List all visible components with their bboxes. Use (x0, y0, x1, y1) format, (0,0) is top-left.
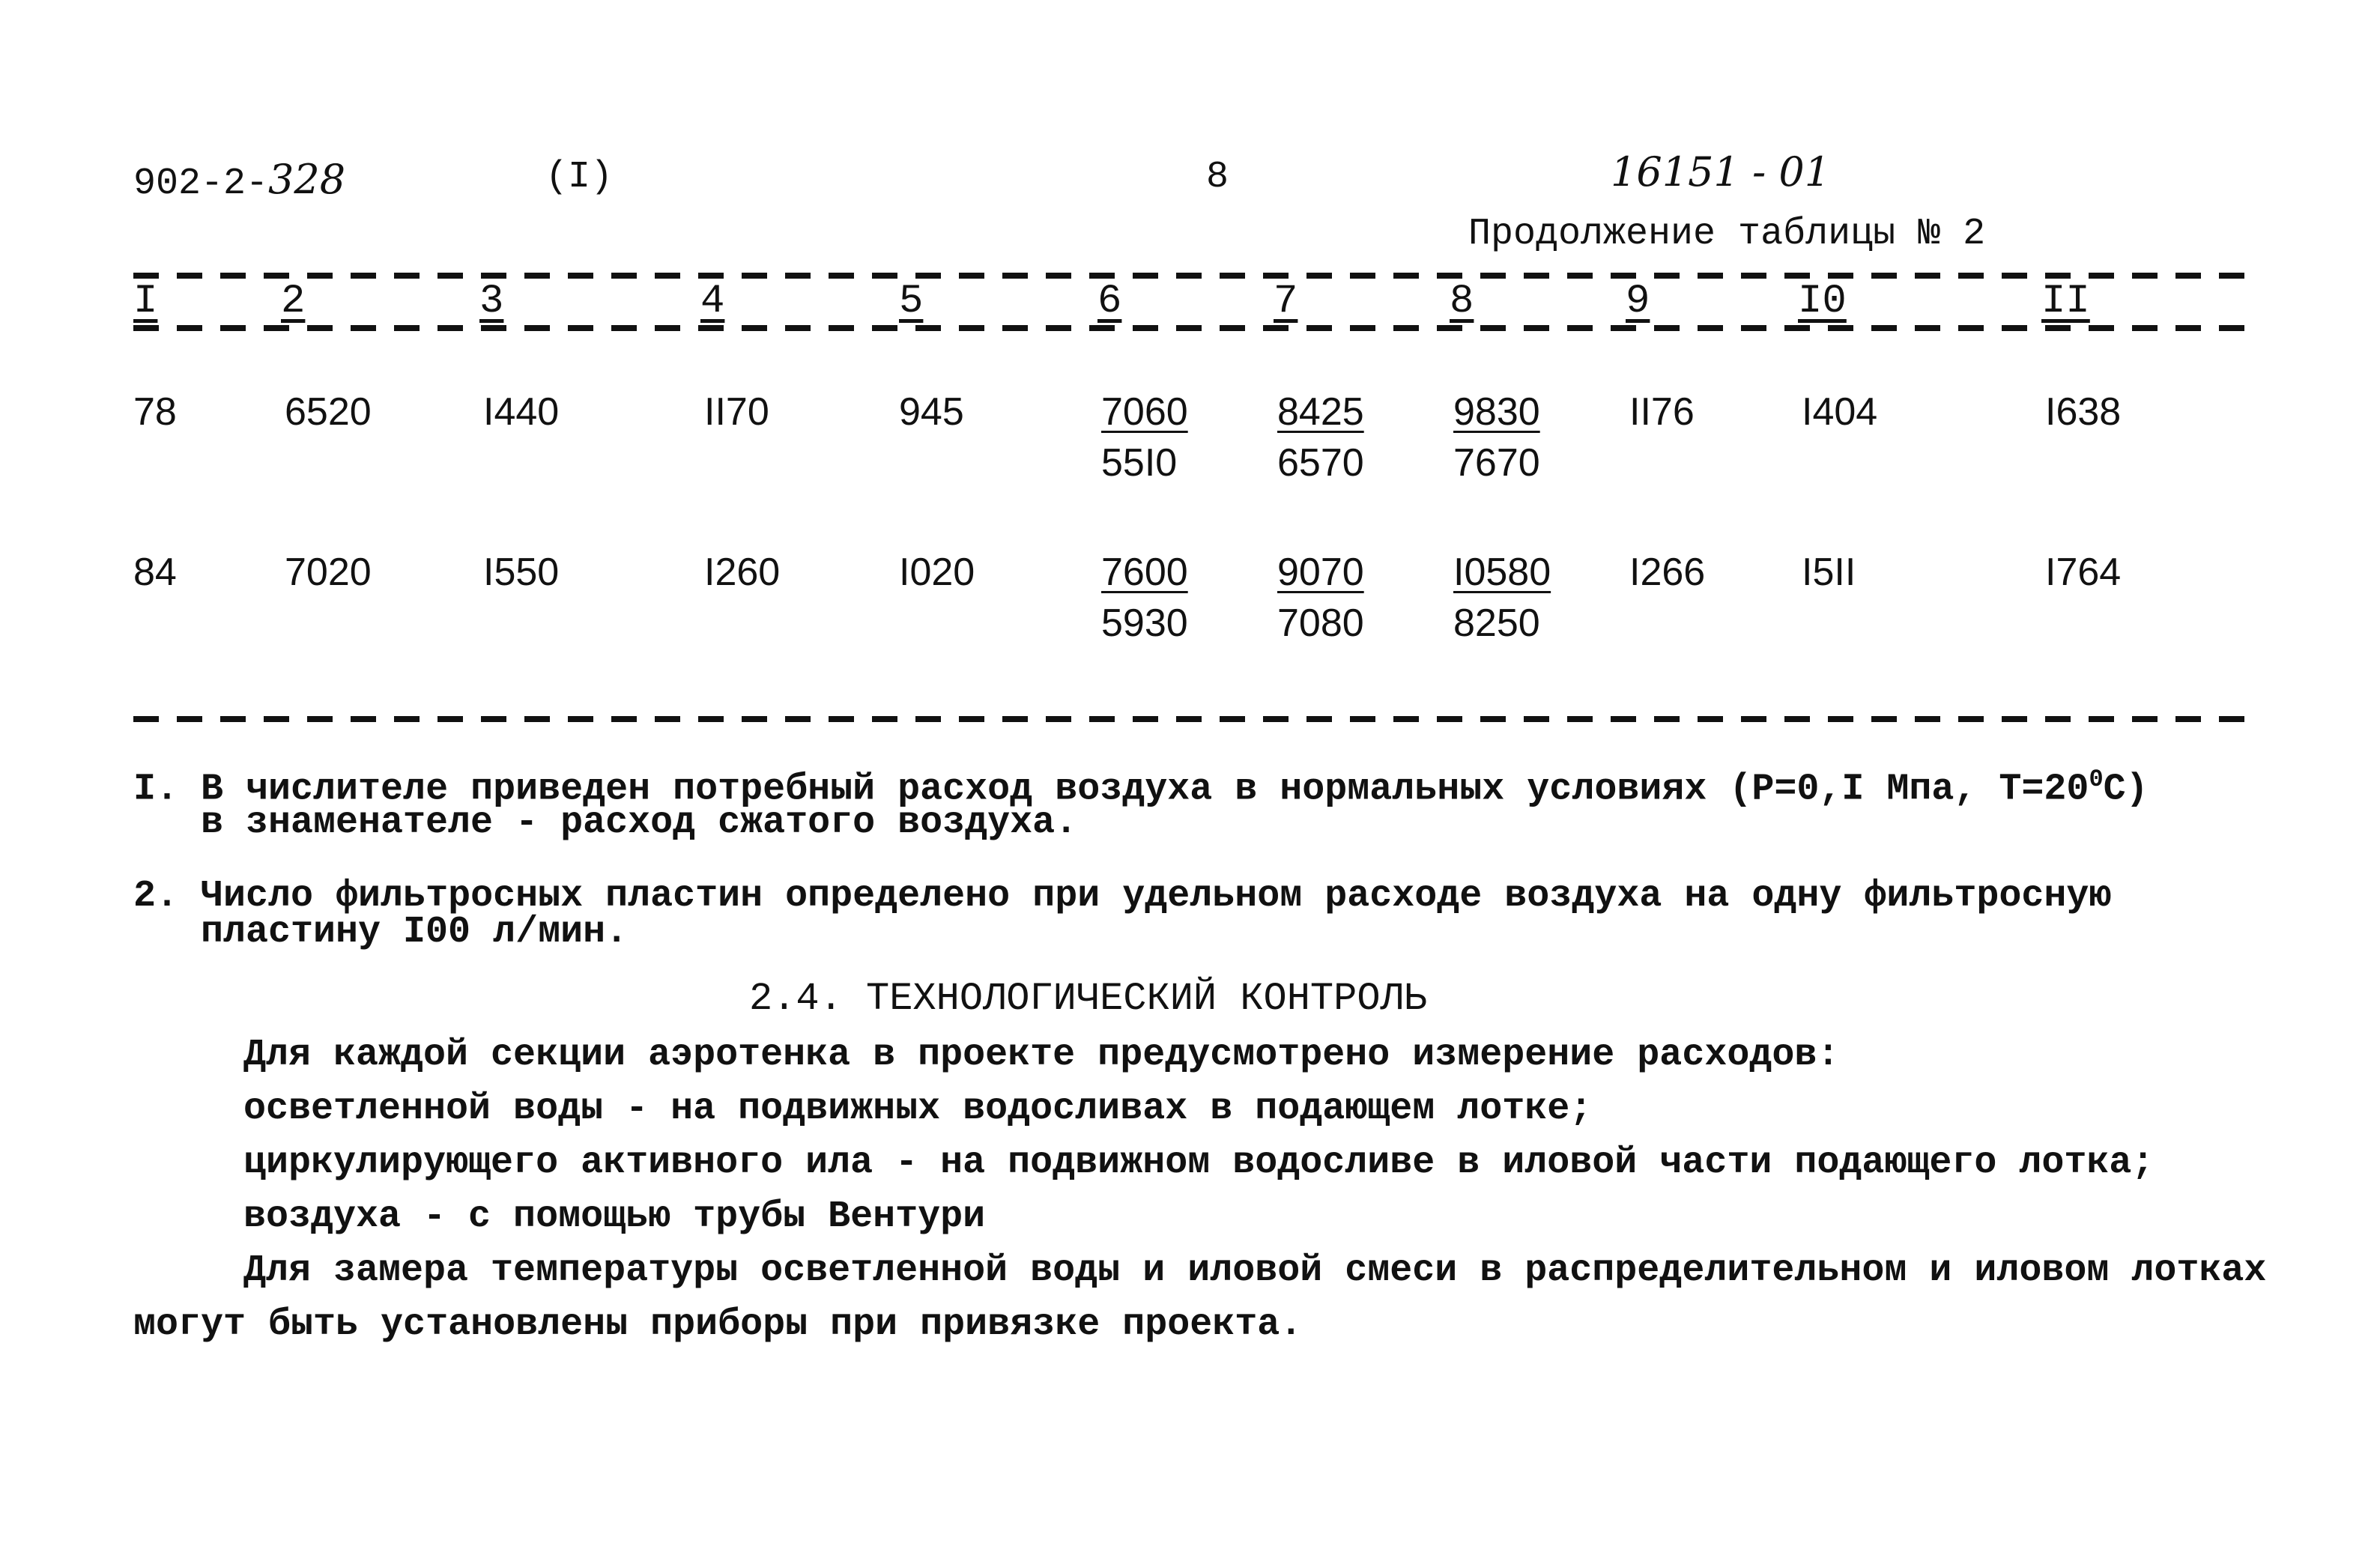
table-continuation-title: Продолжение таблицы № 2 (1468, 213, 1986, 255)
cell: II70 (704, 390, 769, 434)
note-1-text: I. В числителе приведен потребный расход воздуха в нормальных условиях (Р=0,I Мпа, Т=20 (133, 768, 2089, 811)
cell: 6520 (285, 390, 372, 434)
column-header-5: 5 (899, 279, 924, 324)
column-header-10: I0 (1798, 279, 1847, 324)
column-header-1: I (133, 279, 158, 324)
note-1-text-end: С) (2103, 768, 2149, 811)
cell-numerator: 9830 (1453, 390, 1540, 434)
column-header-7: 7 (1274, 279, 1298, 324)
cell: I266 (1629, 551, 1706, 594)
column-header-4: 4 (700, 279, 725, 324)
section-paragraph: воздуха - с помощью трубы Вентури (243, 1195, 986, 1238)
section-paragraph: циркулирующего активного ила - на подвижном водосливе в иловой части подающего лотка; (243, 1142, 2155, 1184)
page-number: 8 (1206, 156, 1229, 198)
cell: I260 (704, 551, 781, 594)
cell: I404 (1802, 390, 1878, 434)
table-bottom-rule (133, 716, 2262, 722)
note-1-line-2: в знаменателе - расход сжатого воздуха. (201, 801, 1078, 844)
note-2-line-2: пластину I00 л/мин. (201, 911, 629, 954)
note-2-line-1: 2. Число фильтросных пластин определено при удельном расходе воздуха на одну фильтросную (133, 875, 2112, 918)
section-paragraph: Для замера температуры осветленной воды и иловой смеси в распределительном и иловом лотках (243, 1249, 2267, 1292)
cell-denominator: 5930 (1101, 601, 1188, 645)
column-header-6: 6 (1097, 279, 1122, 324)
section-title: 2.4. ТЕХНОЛОГИЧЕСКИЙ КОНТРОЛЬ (749, 977, 1427, 1021)
column-header-8: 8 (1450, 279, 1474, 324)
cell-denominator: 7080 (1277, 601, 1364, 645)
cell-denominator: 8250 (1453, 601, 1540, 645)
table-header-rule (133, 325, 2262, 331)
document-code-printed: 902-2- (133, 163, 269, 205)
cell-numerator: 7600 (1101, 551, 1188, 594)
cell-denominator: 55I0 (1101, 441, 1178, 485)
handwritten-reference: 16151 - 01 (1611, 148, 1831, 195)
document-code-handwritten: 328 (268, 156, 346, 203)
cell: I638 (2045, 390, 2122, 434)
cell: 945 (899, 390, 964, 434)
section-paragraph: могут быть установлены приборы при привязке проекта. (133, 1303, 1303, 1346)
table-top-rule (133, 273, 2262, 279)
cell-denominator: 6570 (1277, 441, 1364, 485)
cell-denominator: 7670 (1453, 441, 1540, 485)
cell: I020 (899, 551, 975, 594)
section-paragraph: осветленной воды - на подвижных водосливах в подающем лотке; (243, 1088, 1593, 1130)
cell: I440 (483, 390, 560, 434)
column-header-11: II (2041, 279, 2090, 324)
cell: II76 (1629, 390, 1695, 434)
column-header-9: 9 (1626, 279, 1650, 324)
cell-numerator: I0580 (1453, 551, 1551, 594)
cell: 84 (133, 551, 177, 594)
section-paragraph: Для каждой секции аэротенка в проекте предусмотрено измерение расходов: (243, 1034, 1840, 1076)
document-code (133, 156, 345, 205)
cell: I550 (483, 551, 560, 594)
column-header-3: 3 (479, 279, 504, 324)
cell: 7020 (285, 551, 372, 594)
cell: 78 (133, 390, 177, 434)
cell-numerator: 8425 (1277, 390, 1364, 434)
cell-numerator: 7060 (1101, 390, 1188, 434)
part-number: (I) (545, 156, 614, 198)
cell-numerator: 9070 (1277, 551, 1364, 594)
cell: I764 (2045, 551, 2122, 594)
cell: I5II (1802, 551, 1856, 594)
column-header-2: 2 (281, 279, 306, 324)
note-1-superscript: 0 (2089, 766, 2104, 793)
